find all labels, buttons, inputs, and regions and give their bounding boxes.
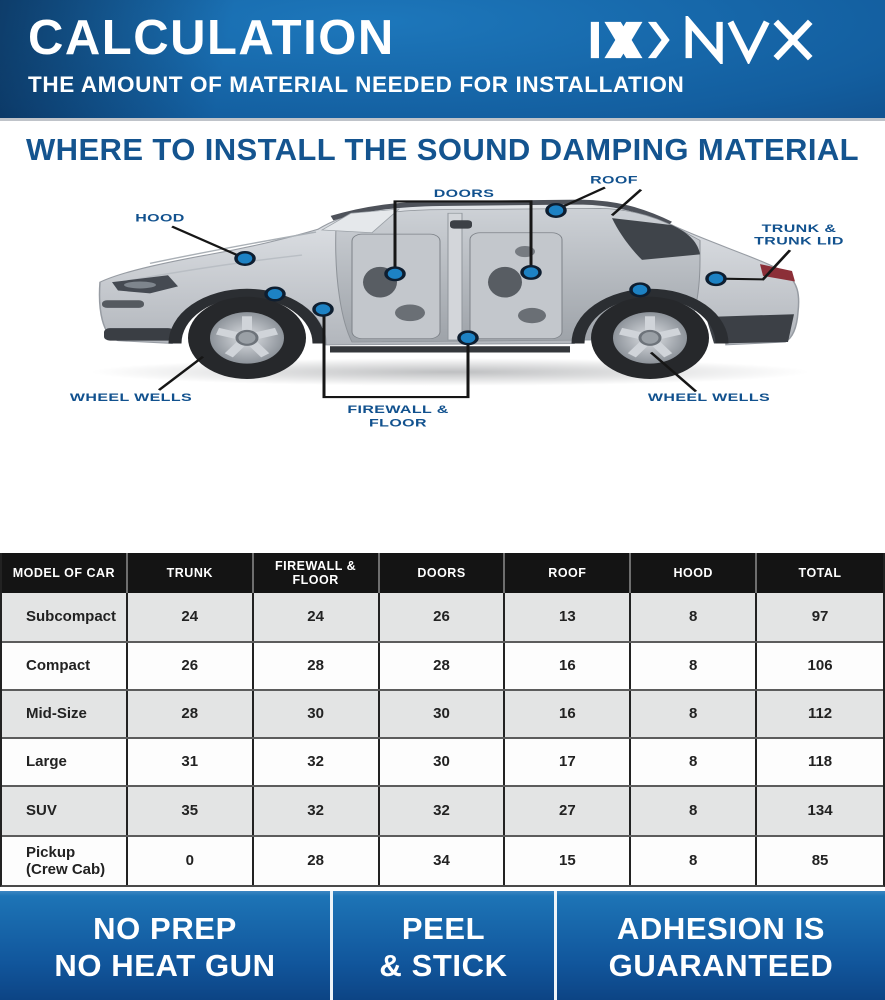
cell-value: 8 (631, 787, 757, 835)
footer-line: GUARANTEED (608, 947, 834, 983)
label-trunk-line2: TRUNK LID (754, 234, 844, 248)
cell-value: 35 (128, 787, 254, 835)
car-shadow (90, 358, 810, 386)
col-header-hood: HOOD (631, 553, 757, 593)
cell-value: 28 (128, 691, 254, 737)
col-header-trunk: TRUNK (128, 553, 254, 593)
cell-value: 34 (380, 837, 506, 885)
callout-dot-door-rear (522, 266, 540, 279)
page-title: CALCULATION (28, 11, 395, 65)
cell-value: 32 (380, 787, 506, 835)
footer-item-peel-stick (333, 891, 557, 1000)
car-front-lip (104, 328, 174, 341)
cell-value: 16 (505, 691, 631, 737)
cell-model: Pickup (Crew Cab) (2, 837, 128, 885)
callout-dot-roof (547, 204, 565, 217)
cell-model: SUV (2, 787, 128, 835)
cell-total: 97 (811, 608, 829, 626)
cell-value: 28 (254, 837, 380, 885)
col-header-model: MODEL OF CAR (2, 553, 128, 593)
label-roof: ROOF (590, 173, 638, 186)
cell-value: 17 (505, 739, 631, 785)
cell-value: 24 (128, 593, 254, 641)
page-subtitle: THE AMOUNT OF MATERIAL NEEDED FOR INSTALLATION (28, 72, 685, 97)
rear-wheel (591, 297, 709, 379)
col-header-doors: DOORS (380, 553, 506, 593)
callout-dot-wheel-left (266, 288, 284, 301)
cell-value: 28 (380, 643, 506, 689)
callout-dot-firewall (314, 303, 332, 316)
cell-value: 26 (380, 593, 506, 641)
footer-line: & STICK (379, 947, 508, 983)
cell-model: Compact (2, 643, 128, 689)
cell-value: 24 (254, 593, 380, 641)
header-divider (0, 118, 885, 121)
footer-line: PEEL (401, 910, 486, 946)
callout-dot-floor (459, 332, 477, 345)
col-header-total: TOTAL (798, 565, 842, 580)
callout-dot-door-front (386, 268, 404, 281)
cell-value: 30 (380, 739, 506, 785)
cell-model: Mid-Size (2, 691, 128, 737)
nvx-emblem-icon (591, 22, 670, 58)
cell-total: 112 (807, 705, 833, 723)
cell-value: 26 (128, 643, 254, 689)
footer-banner (0, 891, 885, 1000)
front-wheel (188, 297, 306, 379)
footer-line: NO HEAT GUN (54, 947, 276, 983)
door-cutout (395, 304, 425, 321)
label-wheel-wells-right: WHEEL WELLS (647, 391, 771, 404)
cell-model: Large (2, 739, 128, 785)
cell-value: 8 (631, 837, 757, 885)
table-row (2, 593, 883, 641)
col-header-firewall-floor: FIREWALL & FLOOR (254, 553, 380, 593)
label-trunk-line1: TRUNK & (761, 222, 837, 235)
cell-value: 16 (505, 643, 631, 689)
cell-value: 32 (254, 739, 380, 785)
callout-dot-wheel-right (631, 284, 649, 297)
material-table (0, 553, 885, 887)
header-banner (0, 0, 885, 118)
car-rocker (330, 346, 570, 352)
cell-value: 8 (631, 691, 757, 737)
nvx-letters (689, 22, 810, 58)
cell-total: 106 (807, 657, 833, 675)
footer-item-adhesion (557, 891, 885, 1000)
cell-value: 30 (380, 691, 506, 737)
label-wheel-wells-left: WHEEL WELLS (69, 391, 193, 404)
table-row (2, 641, 883, 689)
callout-line-hood (172, 226, 245, 258)
label-firewall-line1: FIREWALL & (347, 403, 449, 416)
footer-line: NO PREP (93, 910, 237, 946)
table-row (2, 785, 883, 835)
cell-value: 8 (631, 739, 757, 785)
cell-value: 8 (631, 643, 757, 689)
cell-value: 0 (128, 837, 254, 885)
nvx-logo (589, 16, 861, 64)
car-headlight-glow (124, 281, 156, 288)
cell-total: 118 (807, 753, 833, 771)
car-b-pillar (448, 213, 462, 340)
col-header-roof: ROOF (505, 553, 631, 593)
table-row (2, 835, 883, 885)
cell-value: 8 (631, 593, 757, 641)
footer-line: ADHESION IS (616, 910, 826, 946)
cell-value: 13 (505, 593, 631, 641)
car-grille (102, 300, 144, 308)
table-row (2, 737, 883, 785)
car-illustration (90, 202, 810, 386)
cell-value: 15 (505, 837, 631, 885)
table-header-row (2, 553, 883, 593)
table-row (2, 689, 883, 737)
footer-item-no-prep (0, 891, 333, 1000)
label-hood: HOOD (135, 211, 185, 225)
label-doors: DOORS (433, 187, 495, 200)
car-diagram (0, 168, 885, 553)
cell-value: 30 (254, 691, 380, 737)
cell-total: 134 (807, 802, 833, 820)
door-cutout (488, 267, 522, 298)
callout-dot-hood (236, 252, 254, 265)
cell-value: 32 (254, 787, 380, 835)
cell-total: 85 (811, 852, 829, 870)
cell-model: Subcompact (2, 593, 128, 641)
callout-dot-trunk (707, 272, 725, 285)
label-firewall-line2: FLOOR (369, 416, 427, 429)
door-cutout (518, 308, 546, 323)
cell-value: 28 (254, 643, 380, 689)
car-mirror (450, 220, 472, 228)
cell-value: 31 (128, 739, 254, 785)
section-title: WHERE TO INSTALL THE SOUND DAMPING MATERIAL (26, 132, 859, 167)
cell-value: 27 (505, 787, 631, 835)
